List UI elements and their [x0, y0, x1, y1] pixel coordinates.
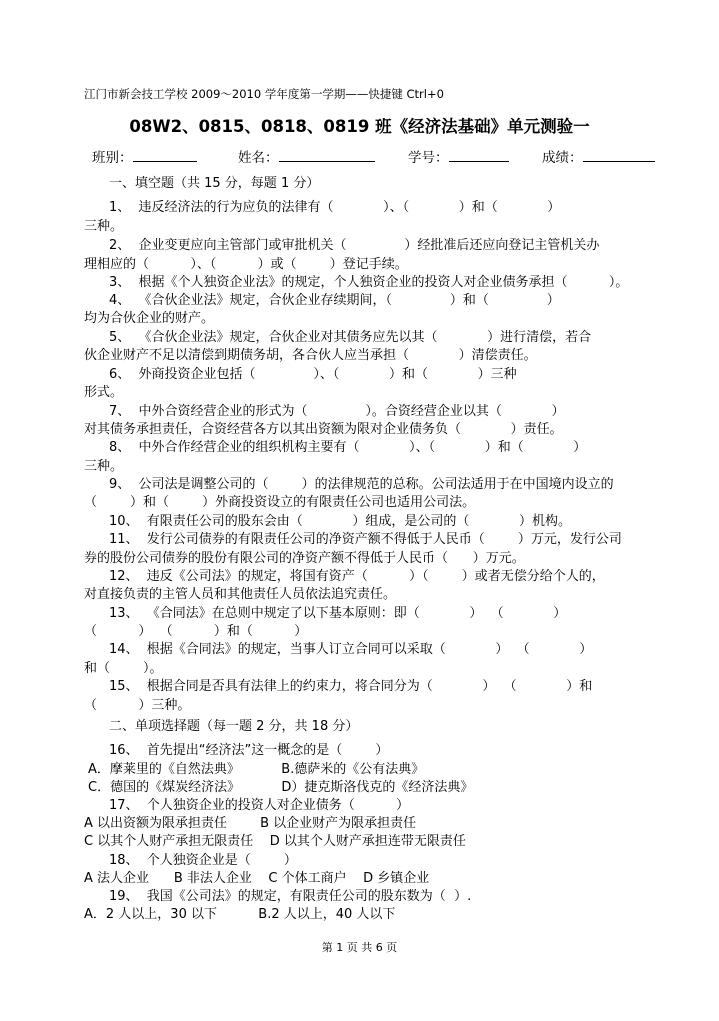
question-1-line-2: 三种。 [84, 219, 124, 234]
student-id-blank [449, 149, 509, 162]
score-label: 成绩： [542, 150, 583, 166]
question-4-line-1: 4、 《合伙企业法》规定，合伙企业存续期间，（ ）和（ ） [109, 293, 560, 308]
question-5-line-1: 5、 《合伙企业法》规定，合伙企业对其债务应先以其（ ）进行清偿，若合 [109, 330, 592, 345]
question-2-line-2: 理相应的（ ）、（ ）或（ ）登记手续。 [84, 257, 408, 272]
question-18-stem: 18、 个人独资企业是（ ） [109, 853, 297, 868]
name-blank [279, 149, 375, 162]
score-field [542, 146, 655, 166]
question-9-line-2: （ ）和（ ）外商投资设立的有限责任公司也适用公司法。 [84, 495, 476, 510]
question-12-line-2: 对直接负责的主管人员和其他责任人员依法追究责任。 [84, 587, 397, 602]
question-16-stem: 16、 首先提出“经济法”这一概念的是（ ） [109, 743, 389, 758]
question-18-options: A 法人企业 B 非法人企业 C 个体工商户 D 乡镇企业 [84, 871, 430, 886]
question-8-line-2: 三种。 [84, 459, 124, 474]
question-6-line-2: 形式。 [84, 385, 124, 400]
question-10-line-1: 10、 有限责任公司的股东会由（ ）组成，是公司的（ ）机构。 [109, 514, 571, 529]
question-3-line-1: 3、 根据《个人独资企业法》的规定，个人独资企业的投资人对企业债务承担（ ）。 [109, 275, 629, 290]
question-13-line-1: 13、 《合同法》在总则中规定了以下基本原则：即（ ） （ ） [109, 606, 567, 621]
name-label: 姓名： [238, 150, 279, 166]
question-14-line-1: 14、 根据《合同法》的规定，当事人订立合同可以采取（ ） （ ） [109, 642, 593, 657]
question-7-line-1: 7、 中外合资经营企业的形式为（ ）。合资经营企业以其（ ） [109, 404, 565, 419]
exam-header: 江门市新会技工学校 2009～2010 学年度第一学期——快捷键 Ctrl+0 [84, 87, 444, 101]
question-2-line-1: 2、 企业变更应向主管部门或审批机关（ ）经批准后还应向登记主管机关办 [109, 238, 600, 253]
question-17-options-cd: C 以其个人财产承担无限责任 D 以其个人财产承担连带无限责任 [84, 834, 466, 849]
question-14-line-2: 和（ ）。 [84, 661, 163, 676]
page-footer: 第 1 页 共 6 页 [321, 941, 398, 954]
class-field [92, 146, 197, 166]
section-single-choice-title: 二、单项选择题（每一题 2 分，共 18 分） [109, 719, 359, 734]
class-blank [133, 149, 197, 162]
question-17-options-ab: A 以出资额为限承担责任 B 以企业财产为限承担责任 [84, 816, 417, 831]
question-15-line-2: （ ）三种。 [84, 698, 191, 713]
question-16-options-ab: A．摩莱里的《自然法典》 B.德萨米的《公有法典》 [88, 762, 425, 777]
score-blank [583, 149, 655, 162]
question-6-line-1: 6、 外商投资企业包括（ ）、（ ）和（ ）三种 [109, 367, 517, 382]
question-8-line-1: 8、 中外合作经营企业的组织机构主要有（ ）、（ ）和（ ） [109, 440, 587, 455]
class-label: 班别： [92, 150, 133, 166]
question-16-options-cd: C．德国的《煤炭经济法》 D）捷克斯洛伐克的《经济法典》 [88, 780, 474, 795]
section-fill-in-title: 一、填空题（共 15 分，每题 1 分） [109, 176, 320, 191]
question-15-line-1: 15、 根据合同是否具有法律上的约束力，将合同分为（ ） （ ）和 [109, 679, 593, 694]
name-field [238, 146, 375, 166]
question-17-stem: 17、 个人独资企业的投资人对企业债务（ ） [109, 798, 410, 813]
question-19-stem: 19、 我国《公司法》的规定，有限责任公司的股东数为（ ）. [109, 889, 472, 904]
exam-title: 08W2、0815、0818、0819 班《经济法基础》单元测验一 [129, 117, 590, 136]
question-7-line-2: 对其债务承担责任，合资经营各方以其出资额为限对企业债务负（ ）责任。 [84, 422, 563, 437]
question-4-line-2: 均为合伙企业的财产。 [84, 311, 215, 326]
question-13-line-2: （ ） （ ）和（ ） [84, 624, 308, 639]
question-11-line-2: 券的股份公司债券的股份有限公司的净资产额不得低于人民币（ ）万元。 [84, 551, 525, 566]
question-12-line-1: 12、 违反《公司法》的规定，将国有资产（ ）（ ）或者无偿分给个人的， [109, 569, 605, 584]
student-id-label: 学号： [408, 150, 449, 166]
question-1-line-1: 1、 违反经济法的行为应负的法律有（ ）、（ ）和（ ） [109, 200, 561, 215]
question-19-options-ab: A．2 人以上，30 以下 B.2 人以上，40 人以下 [84, 907, 396, 922]
question-11-line-1: 11、 发行公司债券的有限责任公司的净资产额不得低于人民币（ ）万元，发行公司 [109, 532, 622, 547]
student-id-field [408, 146, 509, 166]
question-9-line-1: 9、 公司法是调整公司的（ ）的法律规范的总称。公司法适用于在中国境内设立的 [109, 477, 614, 492]
question-5-line-2: 伙企业财产不足以清偿到期债务胡，各合伙人应当承担（ ）清偿责任。 [84, 348, 537, 363]
